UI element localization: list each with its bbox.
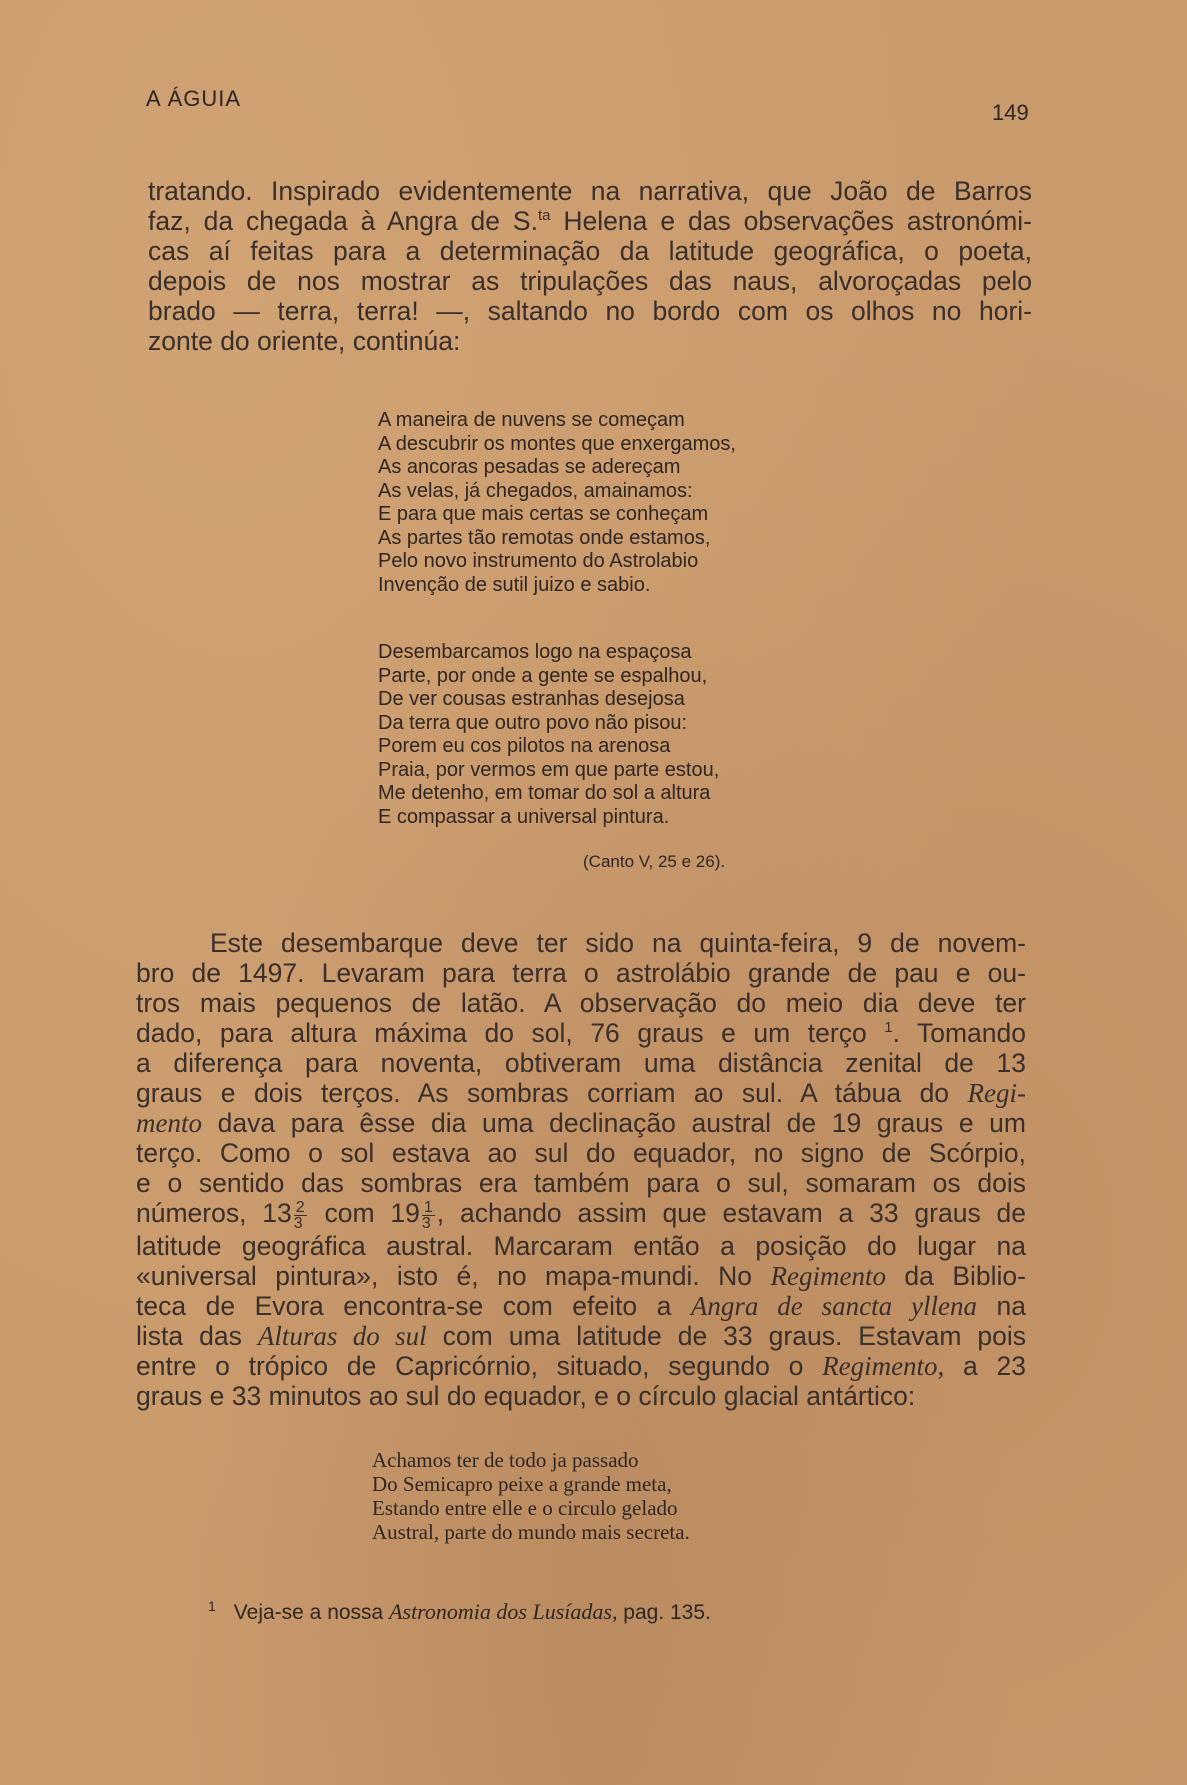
journal-title: A ÁGUIA (146, 86, 242, 111)
verse-line: As partes tão remotas onde estamos, (378, 526, 711, 549)
text-line: brado — terra, terra! —, saltando no bordo com os olhos no hori- (148, 296, 1032, 326)
verse-line: E compassar a universal pintura. (378, 805, 670, 828)
italic-term: Angra de sancta yllena (690, 1290, 978, 1321)
text-line: zonte do oriente, continúa: (148, 326, 461, 356)
text-line: terço. Como o sol estava ao sul do equador, no signo de Scórpio, (136, 1138, 1026, 1168)
text-line: depois de nos mostrar as tripulações das naus, alvoroçadas pelo (148, 266, 1032, 296)
text-line: e o sentido das sombras era também para o sul, somaram os dois (136, 1168, 1026, 1198)
verse-line: E para que mais certas se conheçam (378, 503, 709, 525)
fraction-two-thirds: $\frac{2}{3}$ (293, 1198, 305, 1232)
verse-line: Achamos ter de todo ja passado (372, 1448, 639, 1472)
verse-stanza-1 (378, 409, 736, 597)
verse-line: De ver cousas estranhas desejosa (378, 688, 685, 710)
text-line: bro de 1497. Levaram para terra o astrolábio grande de pau e ou- (136, 958, 1026, 988)
text-line: cas aí feitas para a determinação da latitude geográfica, o poeta, (148, 236, 1032, 266)
italic-term: Regimento, (822, 1350, 945, 1381)
paragraph-main (136, 928, 1026, 1411)
verse-line: Parte, por onde a gente se espalhou, (378, 664, 708, 687)
verse-stanza-2 (378, 641, 719, 829)
text-line: tratando. Inspirado evidentemente na narrativa, que João de Barros (148, 176, 1032, 206)
text-line: mento dava para êsse dia uma declinação austral de 19 graus e um (136, 1108, 1026, 1138)
superscript: ta (537, 207, 551, 225)
verse-stanza-3 (372, 1448, 690, 1544)
text-line: graus e dois terços. As sombras corriam ao sul. A tábua do Regi- (136, 1078, 1026, 1108)
footnote (208, 1598, 711, 1625)
verse-line: A maneira de nuvens se começam (378, 409, 685, 431)
italic-term: Regimento (770, 1260, 886, 1291)
verse-line: Invenção de sutil juizo e sabio. (378, 573, 651, 596)
text-line: dado, para altura máxima do sol, 76 graus e um terço $^1$. Tomando (136, 1018, 1026, 1048)
text-line: «universal pintura», isto é, no mapa-mundi. No Regimento da Biblio- (136, 1260, 1026, 1291)
footnote-italic-title: Astronomia dos Lusíadas, (389, 1599, 618, 1624)
verse-line: Pelo novo instrumento do Astrolabio (378, 550, 699, 572)
verse-line: Porem eu cos pilotos na arenosa (378, 735, 671, 757)
verse-line: Da terra que outro povo não pisou: (378, 711, 688, 734)
verse-line: Me detenho, em tomar do sol a altura (378, 782, 711, 804)
paragraph-intro (148, 176, 1032, 356)
italic-term: mento (136, 1108, 202, 1138)
text-line: teca de Evora encontra-se com efeito a Angra de sancta yllena na (136, 1290, 1026, 1321)
verse-line: As ancoras pesadas se adereçam (378, 456, 681, 478)
page-number: 149 (992, 100, 1029, 125)
fraction-one-third: $\frac{1}{3}$ (421, 1198, 433, 1232)
footnote-text-end: pag. 135. (617, 1601, 711, 1624)
footnote-marker: 1 (208, 1598, 216, 1614)
verse-citation: (Canto V, 25 e 26). (583, 852, 726, 871)
text-line: entre o trópico de Capricórnio, situado, segundo o Regimento, a 23 (136, 1350, 1026, 1381)
verse-line: As velas, já chegados, amainamos: (378, 479, 693, 502)
text-line: Este desembarque deve ter sido na quinta-feira, 9 de novem- (210, 928, 1026, 958)
verse-line: Desembarcamos logo na espaçosa (378, 641, 692, 663)
text-line: latitude geográfica austral. Marcaram então a posição do lugar na (136, 1230, 1026, 1261)
italic-term: Alturas do sul (257, 1320, 427, 1351)
text-line: lista das Alturas do sul com uma latitude de 33 graus. Estavam pois (136, 1320, 1027, 1351)
verse-line: Estando entre elle e o circulo gelado (372, 1496, 678, 1520)
verse-line: Austral, parte do mundo mais secreta. (372, 1520, 690, 1544)
verse-line: Do Semicapro peixe a grande meta, (372, 1472, 672, 1496)
footnote-text: Veja-se a nossa (233, 1601, 390, 1624)
verse-line: Praia, por vermos em que parte estou, (378, 758, 720, 781)
verse-line: A descubrir os montes que enxergamos, (378, 432, 736, 455)
italic-term: Regi- (967, 1078, 1026, 1108)
footnote-ref: 1 (884, 1019, 893, 1037)
text-line: a diferença para noventa, obtiveram uma distância zenital de 13 (136, 1048, 1026, 1078)
text-line: tros mais pequenos de latão. A observação do meio dia deve ter (136, 988, 1026, 1018)
text-line: faz, da chegada à Angra de S.$^{ta}$ Helena e das observações astronómi- (148, 206, 1033, 236)
text-line: graus e 33 minutos ao sul do equador, e o círculo glacial antártico: (136, 1380, 916, 1411)
text-line: números, 13 $\frac{2}{3}$ com 19 $\frac{1}{3}$ , achando assim que estavam a 33 graus de (136, 1198, 1026, 1232)
